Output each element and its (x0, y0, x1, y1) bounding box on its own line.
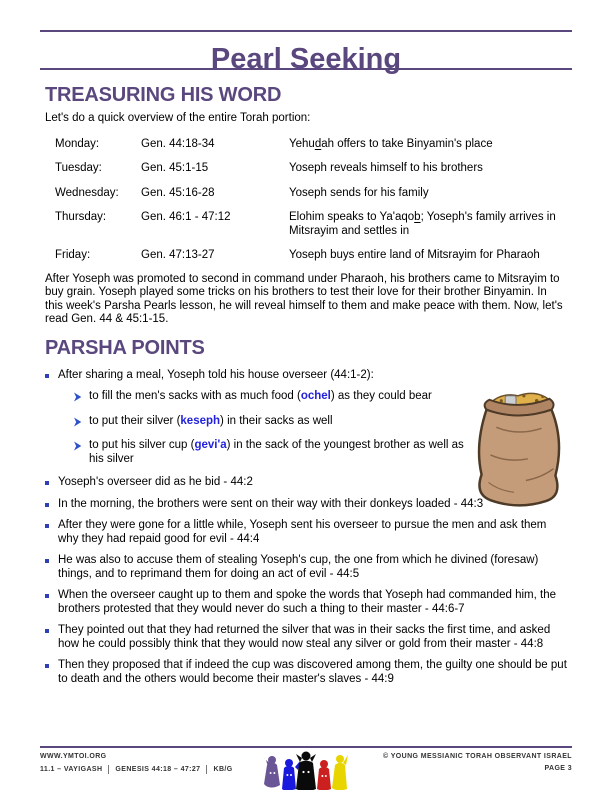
schedule-desc: Yoseph reveals himself to his brothers (289, 162, 483, 174)
section-heading-parsha: PARSHA POINTS (45, 336, 205, 359)
bullet-text: In the morning, the brothers were sent on their way with their donkeys loaded - 44:3 (58, 497, 484, 510)
bullet-text: When the overseer caught up to them and spoke the words that Yoseph had commanded him, the brothers protested that they would never do such a thing to their master - 44:6-7 (58, 589, 557, 615)
arrow-bullet-icon (73, 392, 82, 407)
schedule-ref: Gen. 45:16-28 (141, 186, 215, 199)
footer-right-block (383, 753, 572, 772)
footer-page-number: PAGE 3 (544, 765, 572, 772)
schedule-desc: Yehudah offers to take Binyamin's place (289, 137, 493, 150)
bullet-item (45, 589, 567, 616)
footer-divider (206, 765, 207, 774)
sub-bullet-text: to fill the men's sacks with as much food (ochel) as they could bear (89, 390, 432, 402)
sub-bullet-text: to put their silver (keseph) in their sacks as well (89, 414, 333, 427)
bullet-item (45, 519, 567, 546)
section-heading-treasuring: TREASURING HIS WORD (45, 84, 282, 106)
ymtoi-logo (262, 748, 350, 790)
summary-paragraph: After Yoseph was promoted to second in command under Pharaoh, his brothers came to Mitsrayim to buy grain. Yoseph played some tricks on his brothers to test their love for their brother Binyamin. In this week's Parsha Pearls lesson, he will reveal himself to them and make peace with them. Now, let's read Gen. 44 & 45:1-15. (45, 272, 563, 325)
bullet-square-icon (45, 503, 49, 507)
footer-code: KB/G (213, 766, 233, 773)
bullet-item (45, 624, 567, 651)
footer-website: WWW.YMTOI.ORG (40, 753, 107, 760)
bullet-square-icon (45, 594, 49, 598)
schedule-ref: Gen. 47:13-27 (141, 249, 215, 261)
hebrew-term: gevi'a (194, 439, 227, 451)
bullet-text: Yoseph's overseer did as he bid - 44:2 (58, 476, 253, 488)
intro-text: Let's do a quick overview of the entire Torah portion: (45, 112, 311, 124)
schedule-desc: Yoseph buys entire land of Mitsrayim for Pharaoh (289, 249, 540, 261)
schedule-day: Friday: (55, 249, 91, 261)
arrow-bullet-icon (73, 441, 82, 466)
schedule-day: Wednesday: (55, 186, 119, 199)
schedule-ref: Gen. 44:18-34 (141, 137, 215, 150)
schedule-desc: Yoseph sends for his family (289, 186, 429, 199)
bullet-square-icon (45, 374, 49, 378)
schedule-ref: Gen. 46:1 - 47:12 (141, 211, 231, 223)
bullet-square-icon (45, 629, 49, 633)
bullet-square-icon (45, 559, 49, 563)
footer-divider (108, 765, 109, 774)
sub-bullet-text: to put his silver cup (gevi'a) in the sack of the youngest brother as well as his silver (89, 439, 464, 465)
bullet-square-icon (45, 664, 49, 668)
footer-lesson-line (40, 765, 233, 774)
grain-sack-illustration (468, 384, 568, 512)
schedule-desc: Elohim speaks to Ya'aqob; Yoseph's family arrives in Mitsrayim and settles in (289, 211, 556, 237)
schedule-day: Thursday: (55, 211, 107, 223)
hebrew-term: ochel (300, 390, 331, 402)
footer-scripture-range: GENESIS 44:18 – 47:27 (115, 766, 201, 773)
footer-lesson-id: 11.1 – VAYIGASH (40, 766, 103, 773)
bullet-text: Then they proposed that if indeed the cup was discovered among them, the guilty one should be put to death and the others would become their master's slaves - 44:9 (58, 659, 567, 685)
bullet-text: After they were gone for a little while, Yoseph sent his overseer to pursue the men and ask them why they had repaid good for evil - 44:4 (58, 519, 547, 545)
arrow-bullet-icon (73, 417, 82, 432)
bullet-text: They pointed out that they had returned the silver that was in their sacks the first time, and asked how he could possibly think that they would now steal any silver or gold from their master - 44:8 (58, 624, 551, 650)
bullet-text: After sharing a meal, Yoseph told his house overseer (44:1-2): (58, 368, 374, 381)
bullet-square-icon (45, 481, 49, 485)
footer-left-block (40, 753, 233, 774)
page-title: Pearl Seeking (210, 43, 402, 75)
bullet-item (45, 369, 567, 383)
bullet-item (45, 659, 567, 686)
title-rules (40, 30, 572, 75)
bullet-item (45, 554, 567, 581)
torah-portion-schedule (55, 138, 567, 263)
hebrew-term: keseph (180, 414, 221, 427)
schedule-day: Tuesday: (55, 162, 102, 174)
bullet-text: He was also to accuse them of stealing Yoseph's cup, the one from which he divined (foresaw) things, and to reprimand them for doing an act of evil - 44:5 (58, 554, 539, 580)
bullet-square-icon (45, 524, 49, 528)
schedule-day: Monday: (55, 137, 100, 150)
schedule-ref: Gen. 45:1-15 (141, 162, 209, 174)
footer-copyright: © YOUNG MESSIANIC TORAH OBSERVANT ISRAEL (382, 753, 572, 760)
